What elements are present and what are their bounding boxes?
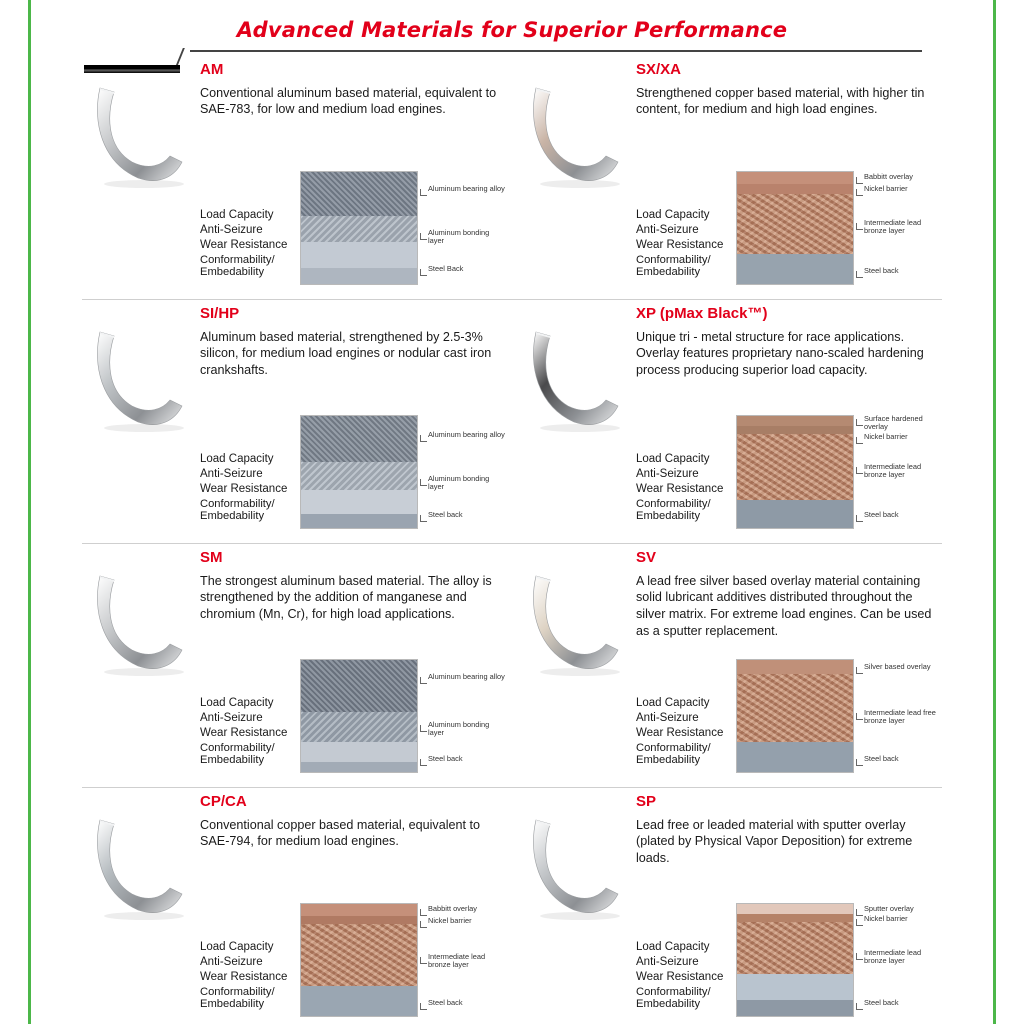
bearing-shell-image bbox=[86, 78, 194, 190]
leader-line-icon bbox=[856, 909, 863, 916]
cross-section-label: Steel back bbox=[864, 267, 899, 275]
material-code: XP (pMax Black™) bbox=[636, 305, 768, 322]
cross-section-label-list bbox=[856, 659, 942, 773]
cross-section-figure bbox=[736, 165, 942, 285]
title-rule bbox=[190, 50, 922, 52]
bearing-shell-image bbox=[522, 566, 630, 678]
rating-label: Load Capacity bbox=[200, 941, 274, 954]
leader-line-icon bbox=[420, 759, 427, 766]
leader-line-icon bbox=[420, 921, 427, 928]
leader-line-icon bbox=[420, 479, 427, 486]
leader-line-icon bbox=[420, 233, 427, 240]
material-card bbox=[512, 56, 942, 299]
material-row bbox=[82, 544, 942, 788]
cross-section-label: Steel back bbox=[428, 511, 463, 519]
cross-section-label: Aluminum bearing alloy bbox=[428, 431, 505, 439]
rating-label: Load Capacity bbox=[200, 209, 274, 222]
cross-section-label-list bbox=[420, 659, 506, 773]
leader-line-icon bbox=[420, 435, 427, 442]
cross-section-layer bbox=[737, 172, 853, 184]
cross-section-label: Aluminum bonding layer bbox=[428, 229, 506, 246]
rating-label: Wear Resistance bbox=[636, 483, 724, 496]
leader-line-icon bbox=[856, 189, 863, 196]
cross-section-label: Aluminum bearing alloy bbox=[428, 673, 505, 681]
cross-section-label: Steel back bbox=[864, 999, 899, 1007]
cross-section-figure bbox=[300, 653, 506, 773]
rating-label: Conformability/ Embedability bbox=[636, 253, 711, 279]
leader-line-icon bbox=[856, 713, 863, 720]
leader-line-icon bbox=[420, 725, 427, 732]
rating-label: Wear Resistance bbox=[200, 727, 288, 740]
leader-line-icon bbox=[856, 759, 863, 766]
cross-section-layer bbox=[737, 922, 853, 974]
rating-label: Load Capacity bbox=[636, 453, 710, 466]
cross-section-figure bbox=[300, 897, 506, 1017]
cross-section-figure bbox=[736, 409, 942, 529]
leader-line-icon bbox=[420, 515, 427, 522]
bearing-shell-figure bbox=[82, 788, 200, 1021]
cross-section-layer bbox=[737, 184, 853, 194]
bearing-shell-image bbox=[522, 78, 630, 190]
cross-section-layer bbox=[737, 194, 853, 254]
material-content bbox=[200, 300, 506, 533]
cross-section-image bbox=[736, 415, 854, 529]
leader-line-icon bbox=[420, 189, 427, 196]
rating-label: Conformability/ Embedability bbox=[636, 741, 711, 767]
cross-section-label: Aluminum bonding layer bbox=[428, 721, 506, 738]
bearing-shell-figure bbox=[82, 300, 200, 533]
cross-section-layer bbox=[301, 462, 417, 490]
cross-section-layer bbox=[301, 490, 417, 514]
bearing-shell-figure bbox=[518, 300, 636, 533]
material-description: Strengthened copper based material, with higher tin content, for medium and high load engines. bbox=[636, 85, 925, 117]
cross-section-label: Nickel barrier bbox=[428, 917, 472, 925]
cross-section-label: Steel back bbox=[864, 511, 899, 519]
cross-section-image bbox=[300, 171, 418, 285]
cross-section-layer bbox=[737, 674, 853, 742]
rating-label: Anti-Seizure bbox=[200, 956, 263, 969]
cross-section-label: Intermediate lead bronze layer bbox=[428, 953, 506, 970]
material-row bbox=[82, 56, 942, 300]
cross-section-label: Nickel barrier bbox=[864, 433, 908, 441]
rating-label: Load Capacity bbox=[636, 941, 710, 954]
cross-section-image bbox=[300, 659, 418, 773]
leader-line-icon bbox=[856, 437, 863, 444]
rating-label: Conformability/ Embedability bbox=[200, 497, 275, 523]
rating-label: Anti-Seizure bbox=[636, 712, 699, 725]
cross-section-layer bbox=[737, 914, 853, 922]
cross-section-label-list bbox=[420, 171, 506, 285]
cross-section-label: Babbitt overlay bbox=[864, 173, 913, 181]
cross-section-label: Intermediate lead free bronze layer bbox=[864, 709, 942, 726]
cross-section-layer bbox=[301, 712, 417, 742]
cross-section-label: Nickel barrier bbox=[864, 915, 908, 923]
material-row bbox=[82, 788, 942, 1024]
rating-label: Wear Resistance bbox=[636, 727, 724, 740]
cross-section-layer bbox=[301, 242, 417, 268]
material-card bbox=[512, 544, 942, 787]
cross-section-layer bbox=[737, 426, 853, 434]
cross-section-label: Steel back bbox=[864, 755, 899, 763]
leader-line-icon bbox=[420, 677, 427, 684]
material-code: SX/XA bbox=[636, 61, 682, 78]
material-content bbox=[200, 544, 506, 777]
material-content bbox=[636, 56, 942, 289]
cross-section-layer bbox=[737, 742, 853, 773]
cross-section-layer bbox=[301, 924, 417, 986]
leader-line-icon bbox=[856, 515, 863, 522]
leader-line-icon bbox=[856, 467, 863, 474]
cross-section-label: Surface hardened overlay bbox=[864, 415, 942, 432]
cross-section-label-list bbox=[420, 415, 506, 529]
cross-section-layer bbox=[737, 416, 853, 426]
cross-section-label: Intermediate lead bronze layer bbox=[864, 949, 942, 966]
cross-section-layer bbox=[301, 216, 417, 242]
cross-section-label: Sputter overlay bbox=[864, 905, 914, 913]
cross-section-label: Aluminum bonding layer bbox=[428, 475, 506, 492]
leader-line-icon bbox=[856, 953, 863, 960]
cross-section-layer bbox=[737, 500, 853, 529]
page-title: Advanced Materials for Superior Performance bbox=[236, 18, 788, 42]
bearing-shell-figure bbox=[518, 544, 636, 777]
cross-section-layer bbox=[301, 742, 417, 762]
material-code: SV bbox=[636, 549, 657, 566]
cross-section-layer bbox=[301, 172, 417, 216]
rating-label: Load Capacity bbox=[636, 697, 710, 710]
rating-label: Wear Resistance bbox=[200, 239, 288, 252]
material-content bbox=[200, 788, 506, 1021]
cross-section-label: Silver based overlay bbox=[864, 663, 931, 671]
cross-section-layer bbox=[737, 974, 853, 1000]
cross-section-layer bbox=[301, 268, 417, 285]
material-content bbox=[636, 544, 942, 777]
material-code: SP bbox=[636, 793, 657, 810]
bearing-shell-image bbox=[522, 322, 630, 434]
rating-label: Anti-Seizure bbox=[636, 468, 699, 481]
bearing-shell-figure bbox=[518, 788, 636, 1021]
cross-section-figure bbox=[300, 409, 506, 529]
material-description: A lead free silver based overlay material containing solid lubricant additives distributed throughout the silver matrix. For extreme load engines. Can be used as a sputter replacement. bbox=[636, 573, 932, 638]
rating-label: Conformability/ Embedability bbox=[200, 253, 275, 279]
cross-section-figure bbox=[736, 897, 942, 1017]
cross-section-label: Steel back bbox=[428, 999, 463, 1007]
cross-section-label: Babbitt overlay bbox=[428, 905, 477, 913]
bearing-shell-figure bbox=[82, 544, 200, 777]
leader-line-icon bbox=[856, 1003, 863, 1010]
leader-line-icon bbox=[420, 957, 427, 964]
cross-section-layer bbox=[737, 660, 853, 674]
cross-section-layer bbox=[301, 762, 417, 773]
cross-section-label: Steel back bbox=[428, 755, 463, 763]
material-card bbox=[82, 544, 512, 787]
cross-section-layer bbox=[737, 904, 853, 914]
cross-section-label-list bbox=[856, 415, 942, 529]
rating-label: Anti-Seizure bbox=[636, 224, 699, 237]
leader-line-icon bbox=[856, 271, 863, 278]
material-description: Conventional copper based material, equivalent to SAE-794, for medium load engines. bbox=[200, 817, 481, 849]
rating-label: Anti-Seizure bbox=[200, 712, 263, 725]
rating-label: Wear Resistance bbox=[636, 239, 724, 252]
cross-section-layer bbox=[301, 986, 417, 1017]
leader-line-icon bbox=[420, 269, 427, 276]
rating-label: Conformability/ Embedability bbox=[200, 985, 275, 1011]
cross-section-label-list bbox=[856, 903, 942, 1017]
material-description: Unique tri - metal structure for race applications. Overlay features proprietary nano-scaled hardening process producing superior load capacity. bbox=[636, 329, 924, 377]
material-card bbox=[82, 300, 512, 543]
material-card bbox=[82, 788, 512, 1024]
material-content bbox=[200, 56, 506, 289]
leader-line-icon bbox=[856, 223, 863, 230]
rating-label: Wear Resistance bbox=[636, 971, 724, 984]
leader-line-icon bbox=[856, 667, 863, 674]
cross-section-image bbox=[300, 903, 418, 1017]
cross-section-image bbox=[736, 171, 854, 285]
page-border-right bbox=[993, 0, 996, 1024]
material-card bbox=[512, 300, 942, 543]
bearing-shell-image bbox=[86, 566, 194, 678]
rating-label: Wear Resistance bbox=[200, 971, 288, 984]
cross-section-label: Nickel barrier bbox=[864, 185, 908, 193]
cross-section-layer bbox=[301, 916, 417, 924]
cross-section-label: Steel Back bbox=[428, 265, 463, 273]
rating-label: Load Capacity bbox=[200, 697, 274, 710]
material-code: SI/HP bbox=[200, 305, 240, 322]
material-code: CP/CA bbox=[200, 793, 247, 810]
cross-section-layer bbox=[737, 1000, 853, 1017]
leader-line-icon bbox=[856, 177, 863, 184]
bearing-shell-figure bbox=[518, 56, 636, 289]
material-description: The strongest aluminum based material. The alloy is strengthened by the addition of manganese and chromium (Mn, Cr), for high load applications. bbox=[200, 573, 492, 621]
material-row bbox=[82, 300, 942, 544]
leader-line-icon bbox=[856, 419, 863, 426]
materials-grid bbox=[82, 56, 942, 1024]
rating-label: Conformability/ Embedability bbox=[636, 985, 711, 1011]
rating-label: Conformability/ Embedability bbox=[200, 741, 275, 767]
cross-section-label: Intermediate lead bronze layer bbox=[864, 219, 942, 236]
cross-section-layer bbox=[301, 416, 417, 462]
rating-label: Anti-Seizure bbox=[200, 468, 263, 481]
bearing-shell-image bbox=[86, 322, 194, 434]
cross-section-figure bbox=[300, 165, 506, 285]
rating-label: Anti-Seizure bbox=[200, 224, 263, 237]
cross-section-layer bbox=[737, 254, 853, 285]
cross-section-layer bbox=[737, 434, 853, 500]
cross-section-layer bbox=[301, 660, 417, 712]
material-content bbox=[636, 300, 942, 533]
material-content bbox=[636, 788, 942, 1021]
cross-section-layer bbox=[301, 904, 417, 916]
leader-line-icon bbox=[856, 919, 863, 926]
cross-section-image bbox=[736, 659, 854, 773]
material-code: AM bbox=[200, 61, 224, 78]
bearing-shell-image bbox=[522, 810, 630, 922]
material-card bbox=[82, 56, 512, 299]
cross-section-layer bbox=[301, 514, 417, 529]
rating-label: Load Capacity bbox=[636, 209, 710, 222]
cross-section-label: Intermediate lead bronze layer bbox=[864, 463, 942, 480]
rating-label: Wear Resistance bbox=[200, 483, 288, 496]
bearing-shell-image bbox=[86, 810, 194, 922]
material-description: Aluminum based material, strengthened by 2.5-3% silicon, for medium load engines or nodular cast iron crankshafts. bbox=[200, 329, 492, 377]
bearing-shell-figure bbox=[82, 56, 200, 289]
cross-section-figure bbox=[736, 653, 942, 773]
rating-label: Load Capacity bbox=[200, 453, 274, 466]
cross-section-label-list bbox=[420, 903, 506, 1017]
cross-section-image bbox=[300, 415, 418, 529]
material-code: SM bbox=[200, 549, 223, 566]
material-description: Lead free or leaded material with sputter overlay (plated by Physical Vapor Deposition) for extreme loads. bbox=[636, 817, 913, 865]
material-description: Conventional aluminum based material, equivalent to SAE-783, for low and medium load engines. bbox=[200, 85, 497, 117]
rating-label: Anti-Seizure bbox=[636, 956, 699, 969]
material-card bbox=[512, 788, 942, 1024]
rating-label: Conformability/ Embedability bbox=[636, 497, 711, 523]
leader-line-icon bbox=[420, 909, 427, 916]
page-border-left bbox=[28, 0, 31, 1024]
leader-line-icon bbox=[420, 1003, 427, 1010]
cross-section-label: Aluminum bearing alloy bbox=[428, 185, 505, 193]
cross-section-image bbox=[736, 903, 854, 1017]
cross-section-label-list bbox=[856, 171, 942, 285]
